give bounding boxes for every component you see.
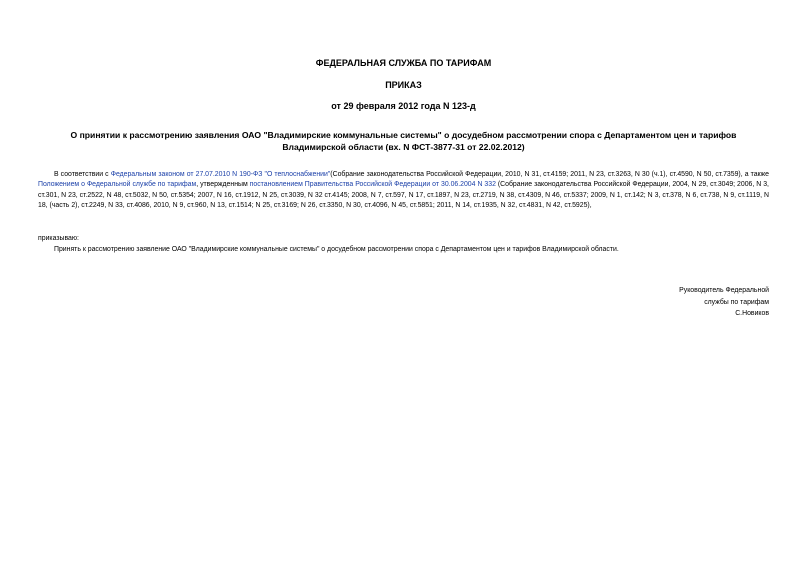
signature-line-2: службы по тарифам [704, 298, 769, 306]
signature-block [679, 285, 769, 320]
document-title-line-2: Владимирской области (вх. N ФСТ-3877-31 от 22.02.2012) [282, 141, 525, 152]
signature-name: С.Новиков [735, 310, 769, 318]
preamble-text-4: (Собрание законодательства Российской Федерации, 2004, N 29, ст.3049; 2006, N 3, ст.301, N 23, ст.2522, N 48, ст.5032, N 50, ст.5354; 2007, N 16, ст.1912, N 25, ст.3039, N 32 ст.4145; 2008, N 7, ст.597, N 17, ст.1897, N 23, ст.2719, N 38, ст.4309, N 46, ст.5337; 2009, N 1, ст.142; N 3, ст.378, N 6, ст.738, N 9, ст.1119, N 18, (часть 2), ст.2249, N 33, ст.4086, 2010, N 9, ст.960, N 13, ст.1514; N 25, ст.3169; N 26, ст.3350, N 30, ст.4096, N 45, ст.5851; 2011, N 14, ст.1935, N 32, ст.4831, N 42, ст.5925), [38, 181, 769, 210]
preamble-text-1: В соответствии с [54, 171, 111, 178]
link-heat-supply-law[interactable]: Федеральным законом от 27.07.2010 N 190-ФЗ "О теплоснабжении" [110, 171, 331, 178]
document-type: ПРИКАЗ [385, 80, 422, 90]
agency-name: ФЕДЕРАЛЬНАЯ СЛУЖБА ПО ТАРИФАМ [315, 58, 492, 68]
order-item: Принять к рассмотрению заявление ОАО "Владимирские коммунальные системы" о досудебном рассмотрении спора с Департаментом цен и тарифов Владимирской области. [54, 246, 619, 253]
preamble-text-2: (Собрание законодательства Российской Федерации, 2010, N 31, ст.4159; 2011, N 23, ст.3263, N 30 (ч.1), ст.4590, N 50, ст.7359), а также [330, 171, 769, 178]
link-government-decree[interactable]: постановлением Правительства Российской Федерации от 30.06.2004 N 332 [249, 181, 496, 189]
document-title-line-1: О принятии к рассмотрению заявления ОАО "Владимирские коммунальные системы" о досудебном рассмотрении спора с Департаментом цен и тарифов [70, 130, 737, 140]
preamble-text-3: , утвержденным [196, 181, 250, 189]
preamble-paragraph [38, 170, 769, 212]
document-date-number: от 29 февраля 2012 года N 123-д [331, 101, 476, 111]
document-title [40, 130, 767, 153]
order-word: приказываю: [38, 235, 79, 242]
link-fst-regulation[interactable]: Положением о Федеральной службе по тарифам [38, 181, 197, 189]
signature-line-1: Руководитель Федеральной [679, 287, 769, 294]
